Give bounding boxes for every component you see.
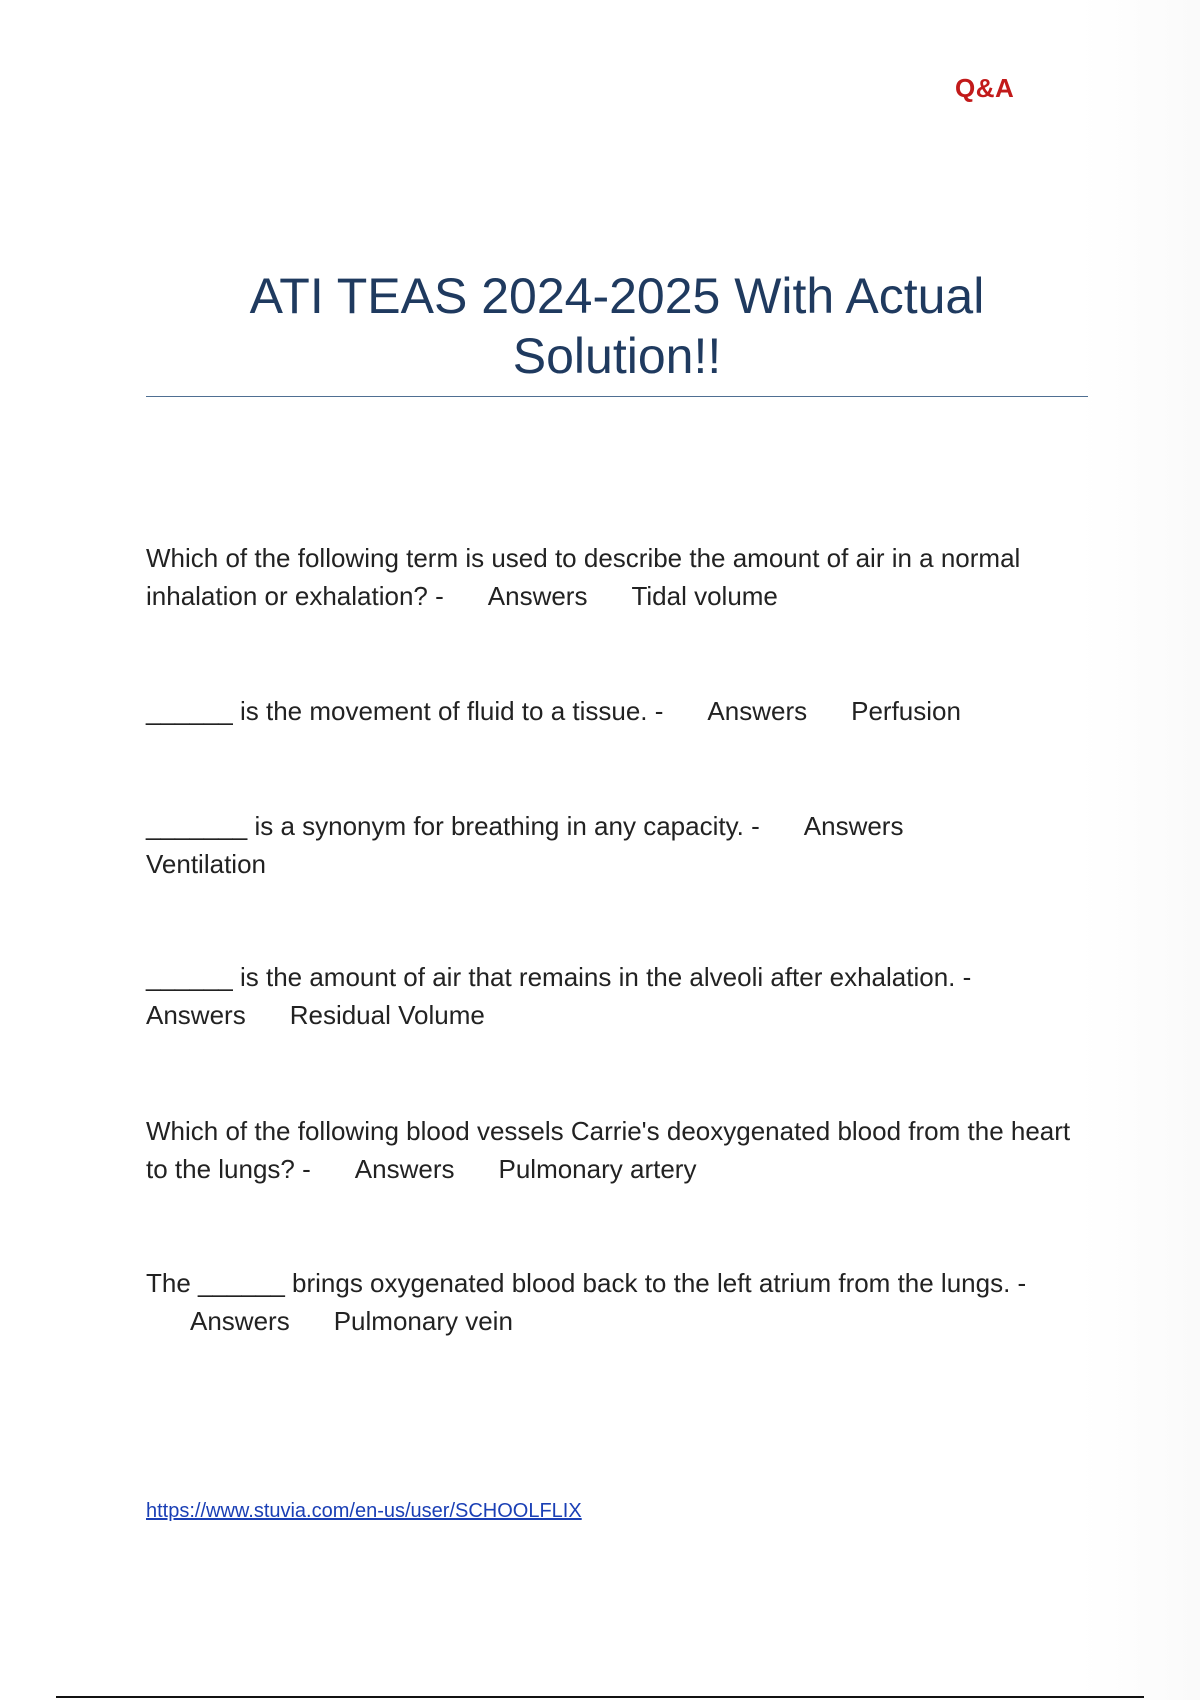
answers-label: Answers [146,1000,246,1030]
answers-label: Answers [487,581,588,611]
page-bottom-divider [56,1696,1144,1698]
qa-item [146,1264,1086,1340]
qa-item [146,958,1086,1034]
qa-item [146,692,1086,730]
answer-text: Pulmonary vein [333,1306,513,1336]
answer-text: Pulmonary artery [498,1154,697,1184]
answers-label: Answers [803,811,904,841]
question-text: Which of the following blood vessels Carrie's deoxygenated blood from the heart to the lungs? - [146,1116,1071,1184]
answers-label: Answers [707,696,808,726]
title-divider [146,396,1088,397]
question-text: _______ is a synonym for breathing in any capacity. - [146,811,760,841]
answer-text: Perfusion [851,696,961,726]
document-title: ATI TEAS 2024-2025 With Actual Solution!! [249,268,985,384]
answer-text: Tidal volume [631,581,778,611]
qa-item [146,1112,1086,1188]
answers-label: Answers [190,1306,290,1336]
question-text: The ______ brings oxygenated blood back to the left atrium from the lungs. - [146,1268,1027,1298]
answer-text: Ventilation [146,849,266,879]
footer-profile-link[interactable]: https://www.stuvia.com/en-us/user/SCHOOLFLIX [146,1500,582,1522]
question-text: ______ is the movement of fluid to a tissue. - [146,696,664,726]
question-text: Which of the following term is used to describe the amount of air in a normal inhalation or exhalation? - [146,543,1021,611]
qa-item [146,807,1086,883]
question-text: ______ is the amount of air that remains in the alveoli after exhalation. - [146,962,972,992]
answers-label: Answers [354,1154,455,1184]
answer-text: Residual Volume [289,1000,485,1030]
qa-item [146,539,1086,615]
qa-tag: Q&A [955,73,1015,103]
